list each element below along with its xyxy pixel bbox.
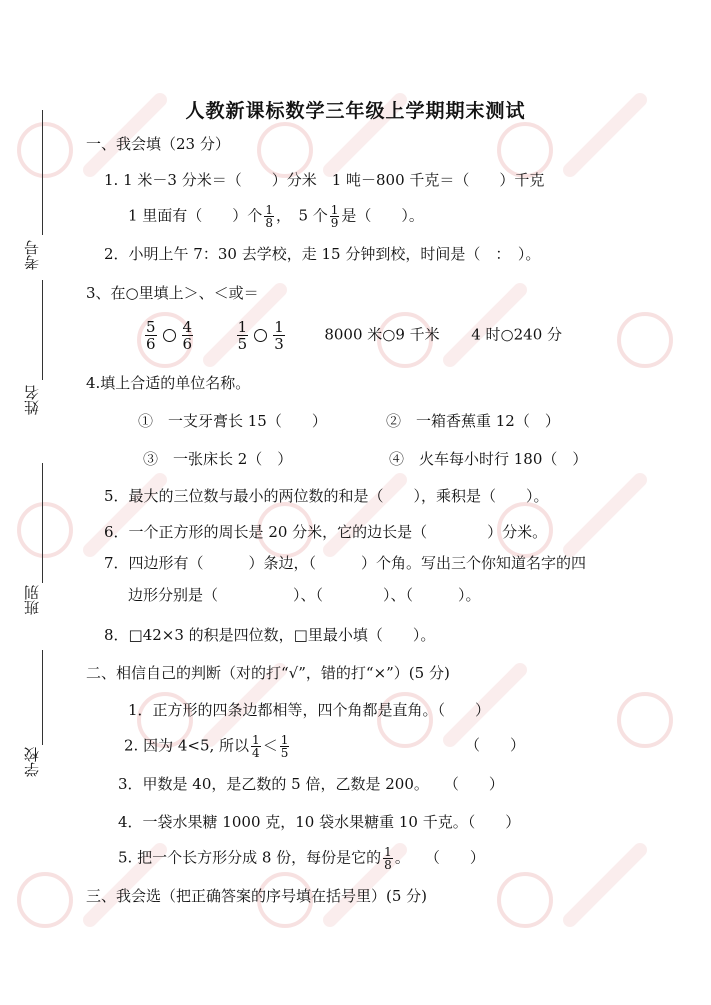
fraction bbox=[273, 319, 285, 352]
denominator: 4 bbox=[252, 746, 260, 760]
denominator: 8 bbox=[384, 858, 392, 872]
compare-circle[interactable] bbox=[163, 329, 176, 342]
xuexiao-line bbox=[42, 650, 43, 745]
question-1-2: 2．小明上午 7：30 去学校，走 15 分钟到校，时间是（ ： ）。 bbox=[104, 245, 541, 263]
numerator: 1 bbox=[265, 203, 273, 217]
denominator: 6 bbox=[182, 335, 193, 353]
question-2-2 bbox=[124, 734, 291, 759]
numerator: 1 bbox=[274, 318, 284, 336]
numerator: 1 bbox=[384, 845, 392, 859]
compare-circle[interactable] bbox=[254, 329, 267, 342]
question-1-1: 1. 1 米－3 分米＝（ ）分米 1 吨－800 千克＝（ ）千克 bbox=[104, 171, 545, 189]
q1b-text: 1 里面有（ ）个 bbox=[128, 206, 263, 225]
question-2-4: 4．一袋水果糖 1000 克，10 袋水果糖重 10 千克。（ ） bbox=[118, 813, 521, 831]
question-1-3: 3、在○里填上＞、＜或＝ bbox=[86, 284, 259, 302]
q5-text: 。 （ ） bbox=[394, 848, 485, 867]
question-1-4-item1: ① 一支牙膏长 15（ ） bbox=[138, 412, 327, 430]
denominator: 6 bbox=[146, 335, 156, 353]
less-than-sign: ＜ bbox=[262, 736, 278, 755]
page-title: 人教新课标数学三年级上学期期末测试 bbox=[185, 100, 526, 122]
section1-header: 一、我会填（23 分） bbox=[86, 135, 230, 153]
banbie-line bbox=[42, 463, 43, 583]
question-1-1b bbox=[128, 204, 424, 229]
xuexiao-label: 学校 bbox=[23, 747, 41, 777]
question-1-8: 8．□42×3 的积是四位数，□里最小填（ ）。 bbox=[104, 626, 436, 644]
section2-header: 二、相信自己的判断（对的打“√”，错的打“×”）(5 分) bbox=[86, 664, 450, 682]
denominator: 8 bbox=[265, 216, 273, 230]
numerator: 1 bbox=[330, 203, 339, 217]
fraction bbox=[330, 204, 340, 229]
denominator: 9 bbox=[330, 216, 339, 230]
section3-header: 三、我会选（把正确答案的序号填在括号里）(5 分) bbox=[86, 887, 428, 905]
kaohao-line bbox=[42, 110, 43, 235]
xingming-line bbox=[42, 280, 43, 380]
denominator: 5 bbox=[280, 746, 289, 760]
fraction bbox=[182, 319, 194, 352]
question-1-4-item4: ④ 火车每小时行 180（ ） bbox=[389, 450, 588, 468]
numerator: 4 bbox=[182, 318, 193, 336]
fraction bbox=[383, 846, 393, 871]
numerator: 1 bbox=[237, 318, 248, 336]
banbie-label: 班别 bbox=[23, 585, 41, 615]
question-1-4-item3: ③ 一张床长 2（ ） bbox=[143, 450, 293, 468]
fraction bbox=[280, 734, 290, 759]
question-2-5 bbox=[118, 846, 485, 871]
q1b-text: 是（ ）。 bbox=[341, 206, 424, 225]
compare-item: 8000 米○9 千米 bbox=[324, 325, 440, 344]
q1b-text: ， 5 个 bbox=[275, 206, 328, 225]
question-1-7b: 边形分别是（ ）、（ ）、（ ）。 bbox=[128, 586, 481, 604]
fraction bbox=[264, 204, 274, 229]
question-2-3: 3．甲数是 40，是乙数的 5 倍，乙数是 200。 （ ） bbox=[118, 775, 504, 793]
question-1-6: 6．一个正方形的周长是 20 分米，它的边长是（ ）分米。 bbox=[104, 523, 548, 541]
xingming-label: 姓名 bbox=[23, 385, 41, 415]
question-2-1: 1．正方形的四条边都相等，四个角都是直角。（ ） bbox=[128, 701, 491, 719]
question-1-7: 7．四边形有（ ）条边，（ ）个角。写出三个你知道名字的四 bbox=[104, 554, 587, 572]
fraction bbox=[237, 319, 249, 352]
binding-margin bbox=[20, 95, 50, 915]
denominator: 3 bbox=[274, 335, 284, 353]
denominator: 5 bbox=[237, 335, 248, 353]
question-1-4: 4.填上合适的单位名称。 bbox=[86, 374, 251, 392]
q5-text: 5. 把一个长方形分成 8 份，每份是它的 bbox=[118, 848, 382, 867]
question-2-2-answer: （ ） bbox=[465, 736, 526, 754]
question-1-4-item2: ② 一箱香蕉重 12（ ） bbox=[386, 412, 560, 430]
q2-text: 2. 因为 4<5, 所以 bbox=[124, 736, 250, 755]
compare-item: 4 时○240 分 bbox=[471, 325, 563, 344]
numerator: 5 bbox=[146, 318, 156, 336]
numerator: 1 bbox=[252, 733, 260, 747]
kaohao-label: 考号 bbox=[23, 240, 41, 270]
question-1-3-items bbox=[143, 319, 562, 352]
fraction bbox=[251, 734, 261, 759]
question-1-5: 5．最大的三位数与最小的两位数的和是（ ），乘积是（ ）。 bbox=[104, 487, 549, 505]
numerator: 1 bbox=[280, 733, 289, 747]
fraction bbox=[145, 319, 157, 352]
